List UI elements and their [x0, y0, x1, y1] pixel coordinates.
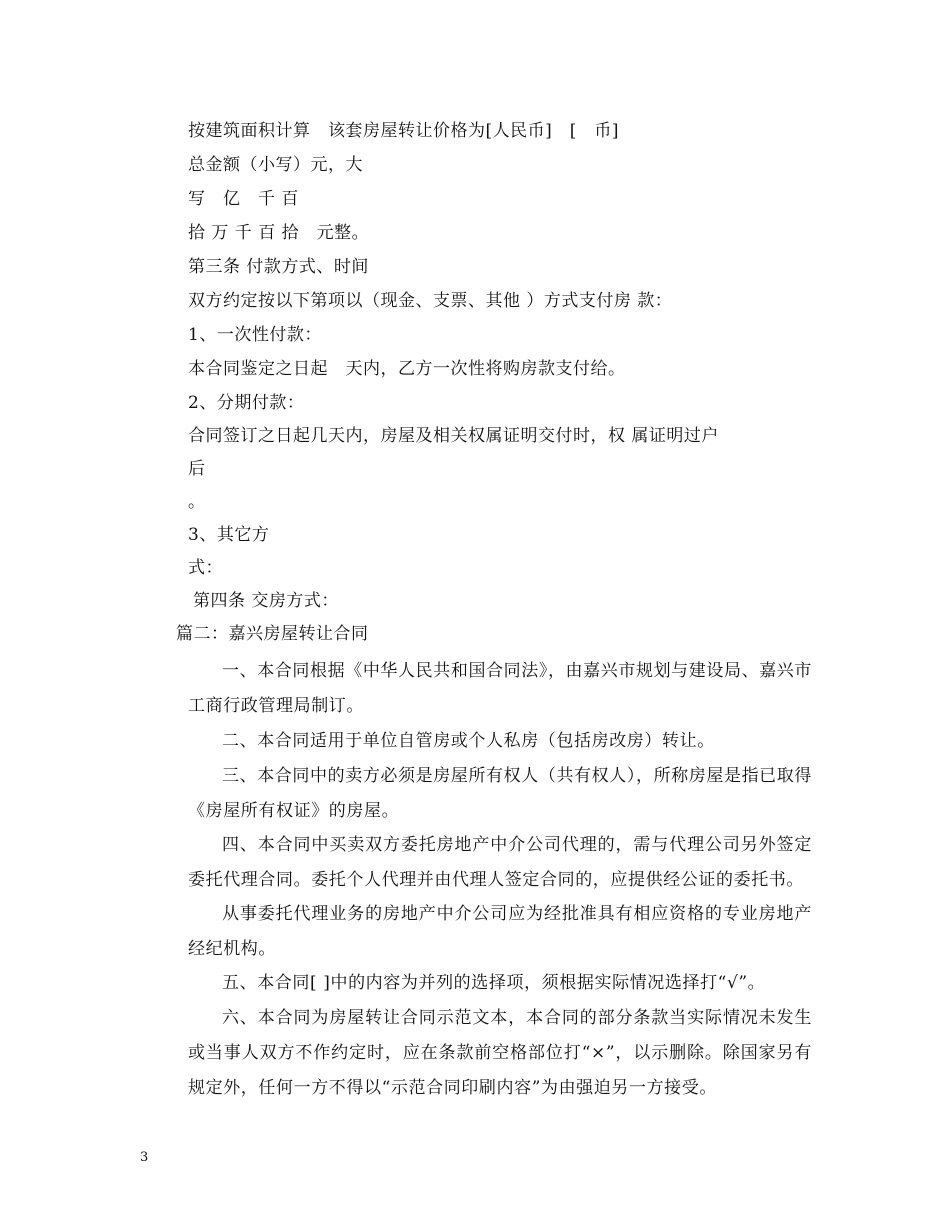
paragraph-1: 一、本合同根据《中华人民共和国合同法》，由嘉兴市规划与建设局、嘉兴市工商行政管理局制订。 [188, 661, 812, 716]
section-heading: 篇二：嘉兴房屋转让合同 [176, 624, 369, 644]
page-number: 3 [140, 1150, 149, 1165]
text-line-1: 按建筑面积计算 该套房屋转让价格为[人民币] [ 币] [188, 121, 620, 141]
text-line-13: 3、其它方 [188, 525, 270, 545]
text-line-5: 第三条 付款方式、时间 [188, 257, 369, 277]
paragraph-5: 从事委托代理业务的房地产中介公司应为经批准具有相应资格的专业房地产经纪机构。 [188, 904, 812, 959]
article-four-heading: 第四条 交房方式： [193, 591, 339, 611]
paragraph-2: 二、本合同适用于单位自管房或个人私房（包括房改房）转让。 [222, 731, 715, 751]
text-line-11: 后 [188, 459, 206, 479]
text-line-12: 。 [188, 492, 206, 512]
paragraph-6: 五、本合同[ ]中的内容为并列的选择项，须根据实际情况选择打“√”。 [222, 973, 766, 993]
text-line-7: 1、一次性付款： [188, 325, 322, 345]
text-line-3: 写 亿 千 百 [188, 189, 299, 209]
text-line-10: 合同签订之日起几天内，房屋及相关权属证明交付时，权 属证明过户 [188, 426, 719, 446]
text-line-9: 2、分期付款： [188, 393, 305, 413]
text-line-6: 双方约定按以下第项以（现金、支票、其他 ）方式支付房 款： [188, 291, 673, 311]
paragraph-7: 六、本合同为房屋转让合同示范文本，本合同的部分条款当实际情况未发生或当事人双方不作约定时，应在条款前空格部位打“×”，以示删除。除国家另有规定外，任何一方不得以“示范合同印刷内容”为由强迫另一方接受。 [188, 1008, 812, 1098]
text-line-8: 本合同鉴定之日起 天内，乙方一次性将购房款支付给。 [188, 359, 626, 379]
paragraph-4: 四、本合同中买卖双方委托房地产中介公司代理的，需与代理公司另外签定委托代理合同。委托个人代理并由代理人签定合同的，应提供经公证的委托书。 [188, 835, 812, 890]
paragraph-3: 三、本合同中的卖方必须是房屋所有权人（共有权人），所称房屋是指已取得《房屋所有权证》的房屋。 [188, 766, 812, 821]
text-line-4: 拾 万 千 百 拾 元整。 [188, 223, 370, 243]
text-line-2: 总金额（小写）元，大 [188, 155, 363, 175]
text-line-14: 式： [188, 558, 223, 578]
